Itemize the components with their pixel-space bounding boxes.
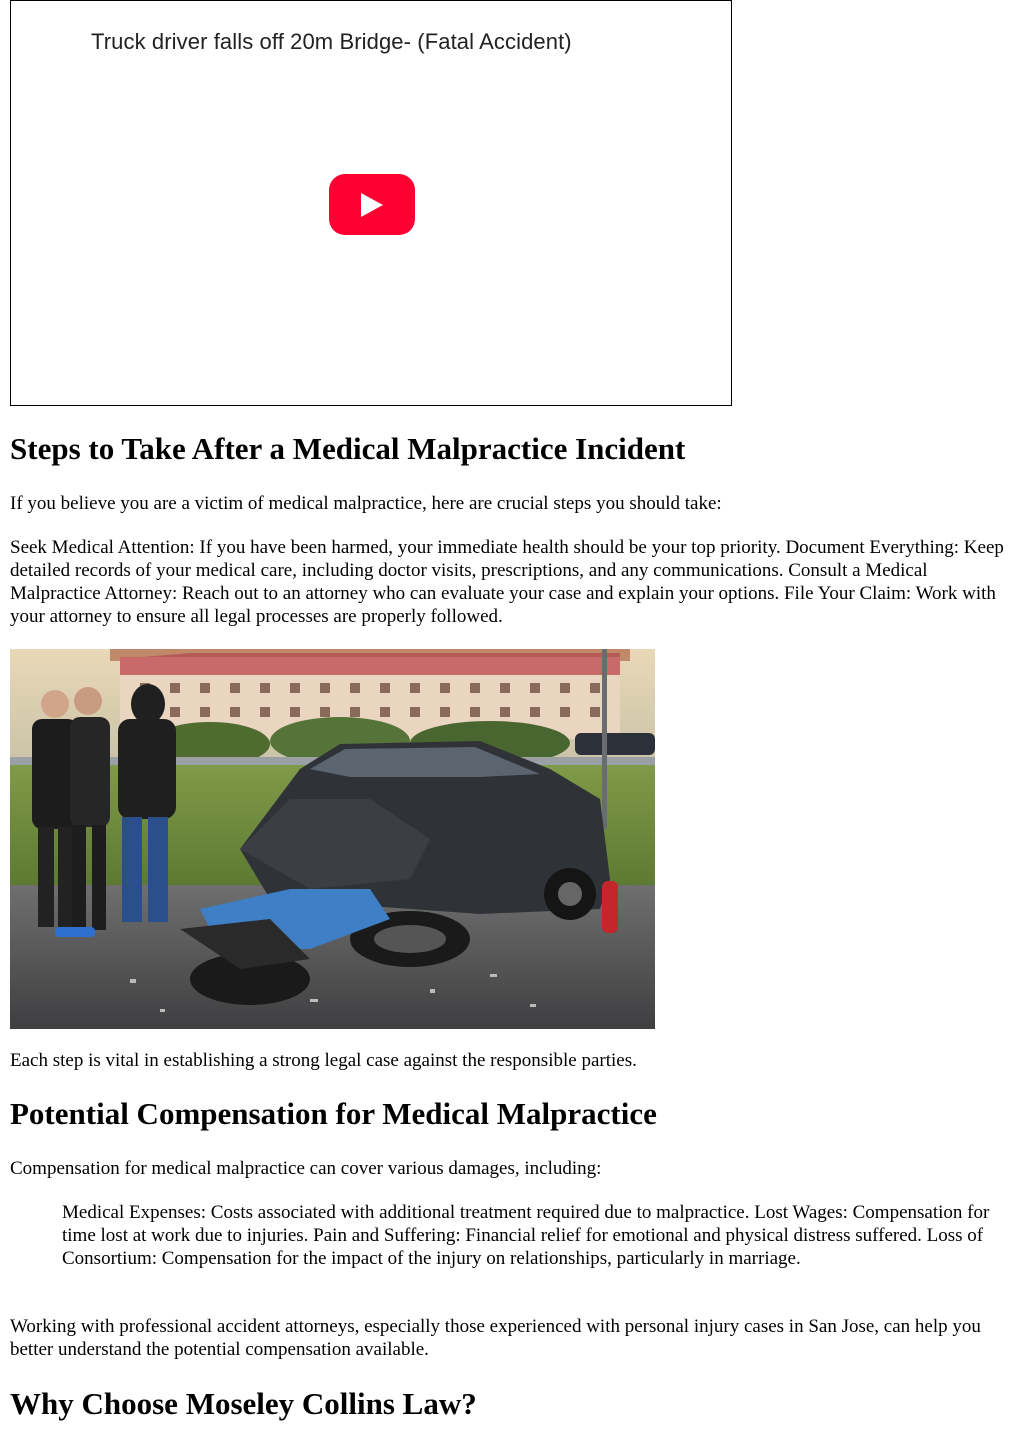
heading-steps: Steps to Take After a Medical Malpractice Incident xyxy=(10,431,686,466)
compensation-working: Working with professional accident attorneys, especially those experienced with personal injury cases in San Jose, can help you better understand the potential compensation available. xyxy=(10,1316,981,1360)
video-embed[interactable] xyxy=(10,0,732,406)
play-icon xyxy=(359,191,385,219)
heading-why-choose: Why Choose Moseley Collins Law? xyxy=(10,1386,477,1421)
accident-scene-image xyxy=(10,649,655,1029)
compensation-intro: Compensation for medical malpractice can cover various damages, including: xyxy=(10,1158,602,1179)
compensation-damages: Medical Expenses: Costs associated with additional treatment required due to malpractice. Lost Wages: Compensation for time lost at work due to injuries. Pain and Suffering: Financial relief for emotional and physical distress suffered. Loss of Consortium: Compensation for the impact of the injury on relationships, particularly in marriage. xyxy=(62,1202,990,1269)
play-button[interactable] xyxy=(329,174,415,235)
steps-intro: If you believe you are a victim of medical malpractice, here are crucial steps you should take: xyxy=(10,493,722,514)
steps-closing: Each step is vital in establishing a strong legal case against the responsible parties. xyxy=(10,1050,637,1071)
steps-list-text: Seek Medical Attention: If you have been harmed, your immediate health should be your top priority. Document Everything: Keep detailed records of your medical care, including doctor visits, prescriptions, and any communications. Consult a Medical Malpractice Attorney: Reach out to an attorney who can evaluate your case and explain your options. File Your Claim: Work with your attorney to ensure all legal processes are properly followed. xyxy=(10,537,1004,627)
heading-compensation: Potential Compensation for Medical Malpractice xyxy=(10,1096,657,1131)
accident-photo xyxy=(10,649,655,1029)
article xyxy=(10,0,1010,1421)
video-title[interactable]: Truck driver falls off 20m Bridge- (Fatal Accident) xyxy=(91,29,572,54)
